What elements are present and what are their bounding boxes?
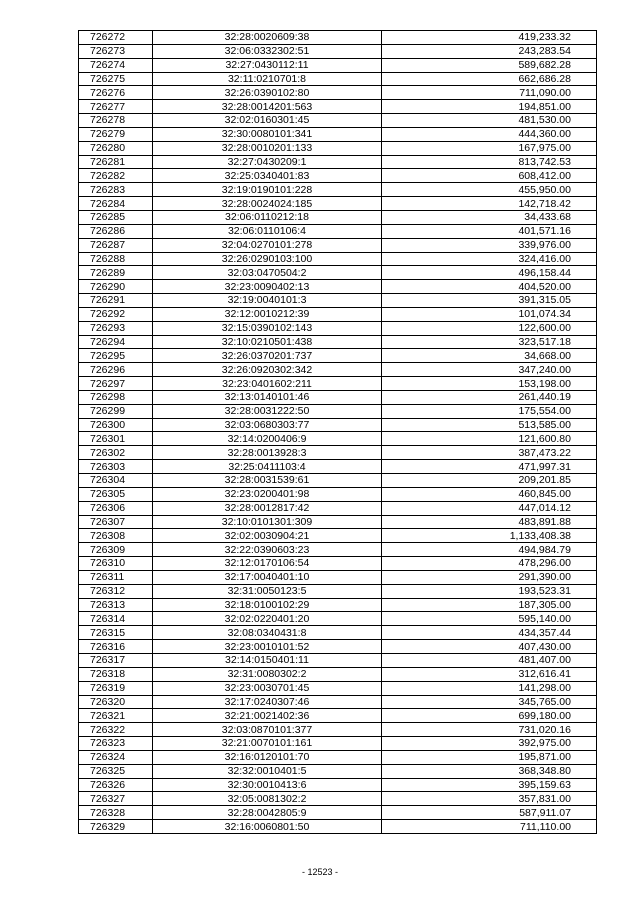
table-row [79,737,597,751]
cadastral-value-cell: 345,765.00 [382,695,597,709]
cadastral-value-cell: 419,233.32 [382,31,597,45]
table-row [79,404,597,418]
cadastral-value-cell: 101,074.34 [382,307,597,321]
table-row [79,335,597,349]
table-row [79,653,597,667]
cadastral-number-cell: 32:16:0060801:50 [153,820,382,834]
table-row [79,141,597,155]
cadastral-value-cell: 662,686.28 [382,72,597,86]
cadastral-number-cell: 32:31:0050123:5 [153,584,382,598]
cadastral-number-cell: 32:18:0100102:29 [153,598,382,612]
record-number-cell: 726307 [79,515,153,529]
table-row [79,709,597,723]
cadastral-number-cell: 32:25:0411103:4 [153,460,382,474]
record-number-cell: 726329 [79,820,153,834]
record-number-cell: 726286 [79,224,153,238]
cadastral-number-cell: 32:08:0340431:8 [153,626,382,640]
record-number-cell: 726322 [79,723,153,737]
cadastral-number-cell: 32:21:0070101:161 [153,737,382,751]
cadastral-number-cell: 32:12:0170106:54 [153,557,382,571]
table-row [79,418,597,432]
record-number-cell: 726293 [79,321,153,335]
record-number-cell: 726287 [79,238,153,252]
table-row [79,155,597,169]
cadastral-value-cell: 496,158.44 [382,266,597,280]
cadastral-value-cell: 347,240.00 [382,363,597,377]
cadastral-number-cell: 32:15:0390102:143 [153,321,382,335]
record-number-cell: 726313 [79,598,153,612]
cadastral-value-cell: 339,976.00 [382,238,597,252]
cadastral-number-cell: 32:26:0370201:737 [153,349,382,363]
cadastral-value-cell: 368,348.80 [382,764,597,778]
record-number-cell: 726304 [79,474,153,488]
record-number-cell: 726281 [79,155,153,169]
cadastral-number-cell: 32:26:0290103:100 [153,252,382,266]
table-row [79,349,597,363]
table-row [79,750,597,764]
cadastral-value-cell: 478,296.00 [382,557,597,571]
cadastral-value-cell: 404,520.00 [382,280,597,294]
record-number-cell: 726320 [79,695,153,709]
cadastral-number-cell: 32:05:0081302:2 [153,792,382,806]
cadastral-number-cell: 32:10:0101301:309 [153,515,382,529]
table-row [79,584,597,598]
cadastral-number-cell: 32:30:0010413:6 [153,778,382,792]
cadastral-number-cell: 32:03:0680303:77 [153,418,382,432]
record-number-cell: 726314 [79,612,153,626]
table-row [79,640,597,654]
cadastral-value-cell: 460,845.00 [382,487,597,501]
record-number-cell: 726301 [79,432,153,446]
cadastral-value-cell: 455,950.00 [382,183,597,197]
record-number-cell: 726305 [79,487,153,501]
cadastral-value-cell: 34,668.00 [382,349,597,363]
record-number-cell: 726294 [79,335,153,349]
table-row [79,529,597,543]
cadastral-number-cell: 32:28:0010201:133 [153,141,382,155]
cadastral-value-cell: 194,851.00 [382,100,597,114]
cadastral-value-cell: 481,530.00 [382,114,597,128]
table-row [79,501,597,515]
cadastral-number-cell: 32:28:0012817:42 [153,501,382,515]
table-row [79,266,597,280]
record-number-cell: 726297 [79,377,153,391]
cadastral-number-cell: 32:06:0332302:51 [153,44,382,58]
cadastral-number-cell: 32:28:0020609:38 [153,31,382,45]
record-number-cell: 726273 [79,44,153,58]
cadastral-value-cell: 494,984.79 [382,543,597,557]
record-number-cell: 726288 [79,252,153,266]
cadastral-number-cell: 32:27:0430112:11 [153,58,382,72]
table-row [79,432,597,446]
record-number-cell: 726303 [79,460,153,474]
record-number-cell: 726291 [79,294,153,308]
record-number-cell: 726290 [79,280,153,294]
record-number-cell: 726318 [79,667,153,681]
table-row [79,723,597,737]
table-row [79,764,597,778]
table-row [79,377,597,391]
record-number-cell: 726317 [79,653,153,667]
table-row [79,820,597,834]
table-row [79,31,597,45]
table-row [79,321,597,335]
cadastral-value-cell: 121,600.80 [382,432,597,446]
cadastral-number-cell: 32:23:0030701:45 [153,681,382,695]
record-number-cell: 726272 [79,31,153,45]
cadastral-value-cell: 401,571.16 [382,224,597,238]
record-number-cell: 726283 [79,183,153,197]
cadastral-value-cell: 243,283.54 [382,44,597,58]
cadastral-value-cell: 193,523.31 [382,584,597,598]
record-number-cell: 726289 [79,266,153,280]
record-number-cell: 726316 [79,640,153,654]
table-row [79,543,597,557]
record-number-cell: 726278 [79,114,153,128]
cadastral-value-cell: 261,440.19 [382,390,597,404]
table-row [79,58,597,72]
cadastral-number-cell: 32:14:0200406:9 [153,432,382,446]
cadastral-number-cell: 32:03:0470504:2 [153,266,382,280]
cadastral-number-cell: 32:12:0010212:39 [153,307,382,321]
record-number-cell: 726285 [79,210,153,224]
table-row [79,806,597,820]
record-number-cell: 726274 [79,58,153,72]
record-number-cell: 726292 [79,307,153,321]
cadastral-number-cell: 32:30:0080101:341 [153,127,382,141]
table-row [79,44,597,58]
table-row [79,460,597,474]
cadastral-value-cell: 444,360.00 [382,127,597,141]
cadastral-value-cell: 153,198.00 [382,377,597,391]
cadastral-number-cell: 32:28:0013928:3 [153,446,382,460]
cadastral-number-cell: 32:17:0040401:10 [153,570,382,584]
table-row [79,681,597,695]
cadastral-number-cell: 32:11:0210701:8 [153,72,382,86]
cadastral-value-cell: 387,473.22 [382,446,597,460]
record-number-cell: 726275 [79,72,153,86]
cadastral-value-cell: 813,742.53 [382,155,597,169]
cadastral-value-cell: 291,390.00 [382,570,597,584]
cadastral-value-cell: 711,110.00 [382,820,597,834]
cadastral-number-cell: 32:16:0120101:70 [153,750,382,764]
cadastral-number-cell: 32:02:0030904:21 [153,529,382,543]
cadastral-number-cell: 32:26:0920302:342 [153,363,382,377]
table-row [79,667,597,681]
cadastral-value-table [78,30,597,834]
cadastral-value-cell: 731,020.16 [382,723,597,737]
cadastral-number-cell: 32:23:0090402:13 [153,280,382,294]
table-row [79,446,597,460]
table-row [79,294,597,308]
cadastral-value-cell: 699,180.00 [382,709,597,723]
record-number-cell: 726299 [79,404,153,418]
cadastral-number-cell: 32:14:0150401:11 [153,653,382,667]
cadastral-number-cell: 32:22:0390603:23 [153,543,382,557]
cadastral-number-cell: 32:32:0010401:5 [153,764,382,778]
table-row [79,183,597,197]
record-number-cell: 726325 [79,764,153,778]
table-row [79,224,597,238]
cadastral-value-cell: 122,600.00 [382,321,597,335]
cadastral-value-cell: 589,682.28 [382,58,597,72]
record-number-cell: 726302 [79,446,153,460]
record-number-cell: 726277 [79,100,153,114]
table-row [79,363,597,377]
record-number-cell: 726328 [79,806,153,820]
cadastral-value-cell: 513,585.00 [382,418,597,432]
record-number-cell: 726282 [79,169,153,183]
cadastral-value-cell: 187,305.00 [382,598,597,612]
cadastral-number-cell: 32:21:0021402:36 [153,709,382,723]
record-number-cell: 726327 [79,792,153,806]
cadastral-value-cell: 357,831.00 [382,792,597,806]
page-number: - 12523 - [301,867,339,877]
record-number-cell: 726300 [79,418,153,432]
record-number-cell: 726323 [79,737,153,751]
cadastral-value-cell: 711,090.00 [382,86,597,100]
cadastral-number-cell: 32:28:0042805:9 [153,806,382,820]
table-row [79,169,597,183]
cadastral-number-cell: 32:13:0140101:46 [153,390,382,404]
table-row [79,778,597,792]
table-row [79,695,597,709]
table-row [79,474,597,488]
record-number-cell: 726308 [79,529,153,543]
cadastral-value-cell: 142,718.42 [382,197,597,211]
table-row [79,280,597,294]
cadastral-number-cell: 32:23:0010101:52 [153,640,382,654]
cadastral-number-cell: 32:26:0390102:80 [153,86,382,100]
cadastral-value-cell: 209,201.85 [382,474,597,488]
table-row [79,210,597,224]
table-row [79,390,597,404]
record-number-cell: 726315 [79,626,153,640]
cadastral-number-cell: 32:17:0240307:46 [153,695,382,709]
record-number-cell: 726296 [79,363,153,377]
cadastral-number-cell: 32:06:0110106:4 [153,224,382,238]
record-number-cell: 726298 [79,390,153,404]
record-number-cell: 726319 [79,681,153,695]
cadastral-number-cell: 32:04:0270101:278 [153,238,382,252]
table-row [79,570,597,584]
cadastral-value-cell: 34,433.68 [382,210,597,224]
cadastral-number-cell: 32:02:0160301:45 [153,114,382,128]
record-number-cell: 726311 [79,570,153,584]
cadastral-value-cell: 407,430.00 [382,640,597,654]
cadastral-number-cell: 32:27:0430209:1 [153,155,382,169]
table-row [79,238,597,252]
cadastral-number-cell: 32:19:0040101:3 [153,294,382,308]
cadastral-value-cell: 434,357.44 [382,626,597,640]
cadastral-number-cell: 32:23:0200401:98 [153,487,382,501]
cadastral-number-cell: 32:28:0024024:185 [153,197,382,211]
record-number-cell: 726295 [79,349,153,363]
cadastral-number-cell: 32:19:0190101:228 [153,183,382,197]
table-row [79,598,597,612]
cadastral-value-cell: 392,975.00 [382,737,597,751]
table-row [79,557,597,571]
record-number-cell: 726321 [79,709,153,723]
cadastral-number-cell: 32:02:0220401:20 [153,612,382,626]
cadastral-value-cell: 595,140.00 [382,612,597,626]
record-number-cell: 726312 [79,584,153,598]
cadastral-value-cell: 481,407.00 [382,653,597,667]
cadastral-value-cell: 483,891.88 [382,515,597,529]
cadastral-value-cell: 167,975.00 [382,141,597,155]
record-number-cell: 726276 [79,86,153,100]
cadastral-value-cell: 323,517.18 [382,335,597,349]
cadastral-value-cell: 141,298.00 [382,681,597,695]
table-row [79,487,597,501]
cadastral-value-cell: 608,412.00 [382,169,597,183]
cadastral-value-cell: 175,554.00 [382,404,597,418]
record-number-cell: 726279 [79,127,153,141]
record-number-cell: 726309 [79,543,153,557]
cadastral-number-cell: 32:25:0340401:83 [153,169,382,183]
table-row [79,612,597,626]
cadastral-number-cell: 32:23:0401602:211 [153,377,382,391]
table-row [79,626,597,640]
cadastral-number-cell: 32:28:0031539:61 [153,474,382,488]
table-row [79,127,597,141]
table-row [79,86,597,100]
cadastral-number-cell: 32:06:0110212:18 [153,210,382,224]
cadastral-value-cell: 447,014.12 [382,501,597,515]
table-row [79,307,597,321]
table-row [79,114,597,128]
cadastral-value-cell: 1,133,408.38 [382,529,597,543]
cadastral-value-cell: 395,159.63 [382,778,597,792]
cadastral-number-cell: 32:10:0210501:438 [153,335,382,349]
record-number-cell: 726280 [79,141,153,155]
table-row [79,252,597,266]
cadastral-value-cell: 324,416.00 [382,252,597,266]
cadastral-number-cell: 32:28:0031222:50 [153,404,382,418]
record-number-cell: 726310 [79,557,153,571]
cadastral-value-cell: 312,616.41 [382,667,597,681]
cadastral-value-cell: 391,315.05 [382,294,597,308]
table-row [79,72,597,86]
record-number-cell: 726284 [79,197,153,211]
cadastral-number-cell: 32:03:0870101:377 [153,723,382,737]
cadastral-value-cell: 471,997.31 [382,460,597,474]
table-row [79,792,597,806]
table-row [79,197,597,211]
cadastral-value-cell: 587,911.07 [382,806,597,820]
record-number-cell: 726326 [79,778,153,792]
cadastral-value-cell: 195,871.00 [382,750,597,764]
table-row [79,100,597,114]
cadastral-number-cell: 32:28:0014201:563 [153,100,382,114]
record-number-cell: 726306 [79,501,153,515]
table-body [79,31,597,834]
record-number-cell: 726324 [79,750,153,764]
table-row [79,515,597,529]
cadastral-number-cell: 32:31:0080302:2 [153,667,382,681]
